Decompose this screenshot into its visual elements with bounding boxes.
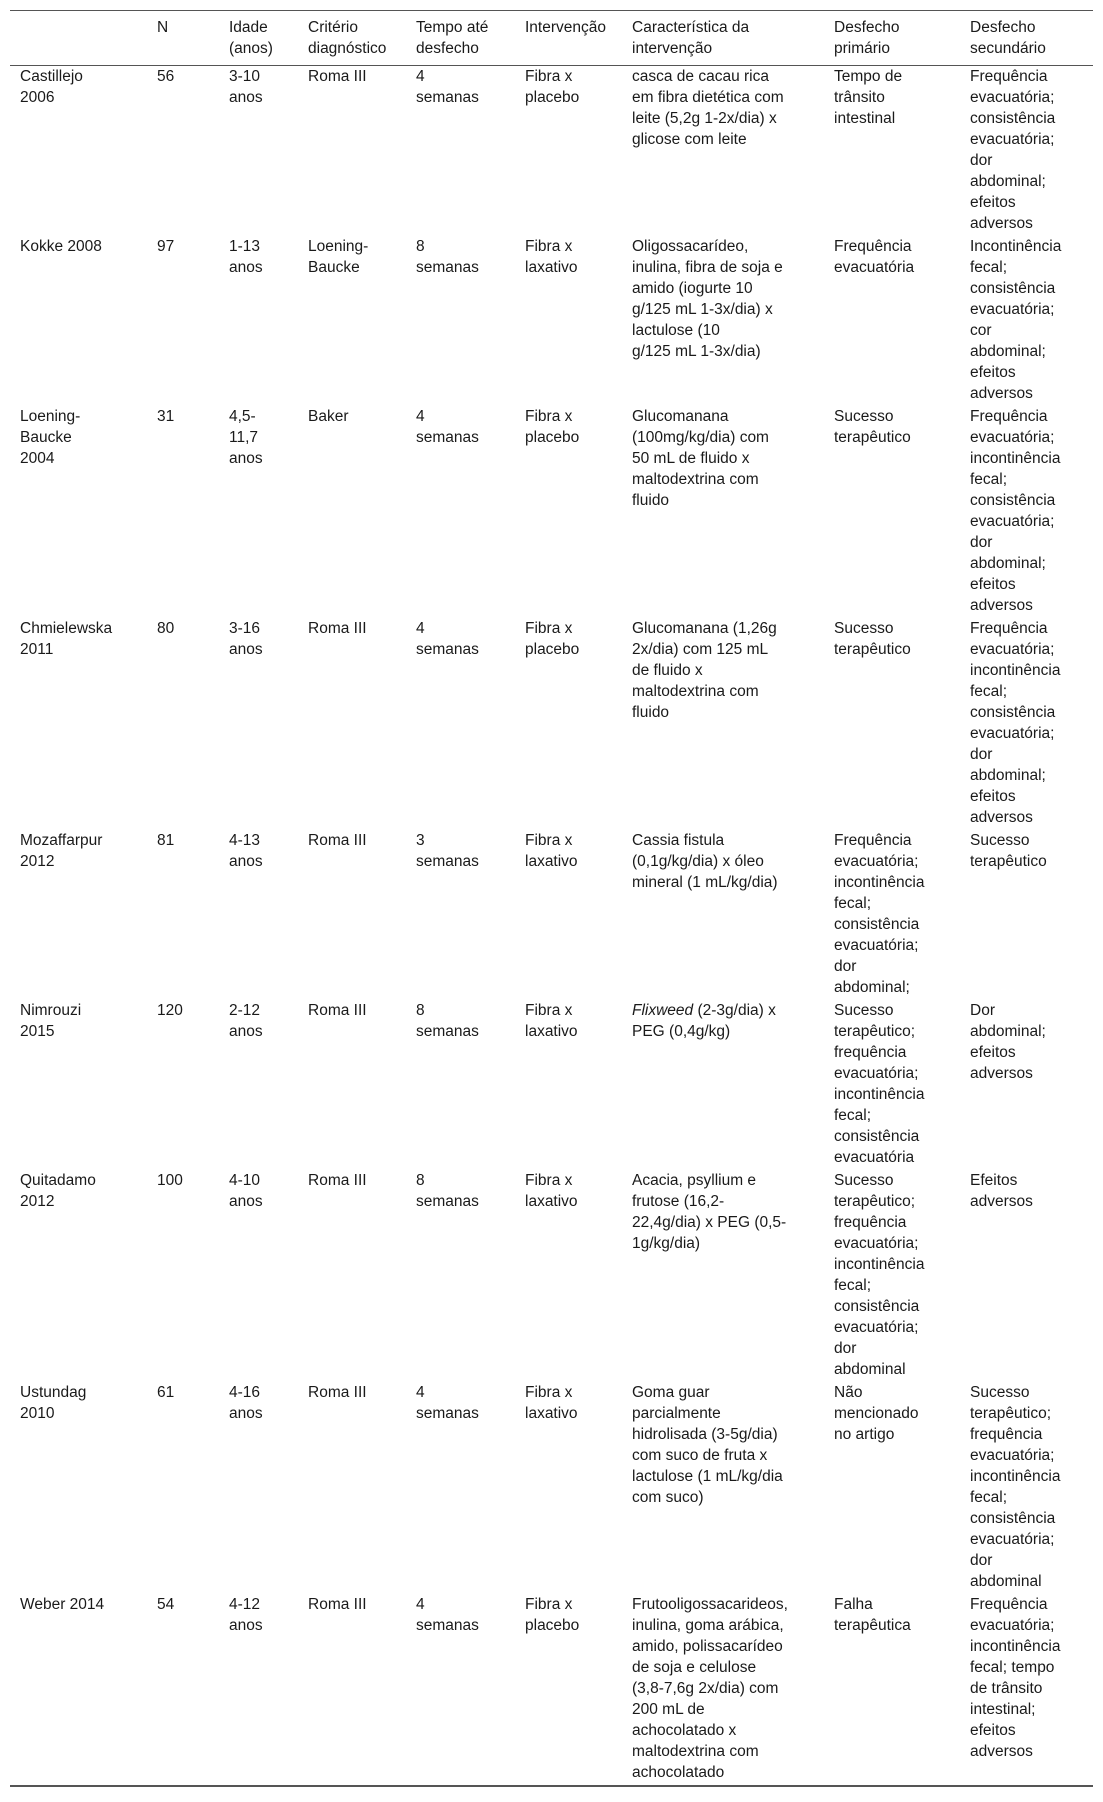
cell-secondary-text: Efeitos adversos	[970, 1171, 1033, 1210]
cell-criteria	[298, 1594, 406, 1786]
cell-detail	[622, 1170, 824, 1382]
cell-age-text: 4-13 anos	[229, 831, 263, 870]
cell-detail	[622, 406, 824, 618]
cell-secondary-text: Sucesso terapêutico; frequência evacuatória; incontinência fecal; consistência evacuatória; dor abdominal	[970, 1383, 1061, 1590]
cell-study-text: Loening- Baucke 2004	[20, 407, 81, 467]
cell-primary-text: Sucesso terapêutico	[834, 407, 911, 446]
cell-detail-text	[632, 66, 814, 150]
cell-detail-text	[632, 618, 814, 723]
cell-n	[147, 1382, 219, 1594]
cell-n-text: 97	[157, 237, 175, 255]
cell-criteria-text: Roma III	[308, 1383, 367, 1401]
cell-criteria	[298, 618, 406, 830]
header-study	[10, 11, 147, 66]
cell-study	[10, 618, 147, 830]
cell-n	[147, 236, 219, 406]
cell-criteria	[298, 66, 406, 236]
cell-time	[406, 1170, 515, 1382]
cell-intervention	[515, 830, 622, 1000]
cell-primary	[824, 66, 960, 236]
cell-intervention	[515, 1382, 622, 1594]
cell-age	[219, 66, 298, 236]
cell-n-text: 120	[157, 1001, 183, 1019]
cell-secondary	[960, 66, 1093, 236]
cell-criteria	[298, 1170, 406, 1382]
cell-time-text: 4 semanas	[416, 1383, 479, 1422]
cell-criteria	[298, 1382, 406, 1594]
cell-detail-text	[632, 830, 814, 893]
cell-secondary	[960, 830, 1093, 1000]
cell-detail-body: Glucomanana (100mg/kg/dia) com 50 mL de fluido x maltodextrina com fluido	[632, 407, 769, 509]
cell-secondary	[960, 1594, 1093, 1786]
cell-criteria	[298, 236, 406, 406]
cell-primary-text: Frequência evacuatória	[834, 237, 915, 276]
table-row	[10, 1382, 1093, 1594]
cell-age	[219, 830, 298, 1000]
cell-study-text: Chmielewska 2011	[20, 619, 113, 658]
cell-age-text: 1-13 anos	[229, 237, 263, 276]
cell-intervention	[515, 618, 622, 830]
cell-primary	[824, 1000, 960, 1170]
cell-n-text: 61	[157, 1383, 175, 1401]
cell-intervention-text: Fibra x placebo	[525, 68, 580, 106]
cell-intervention-text: Fibra x laxativo	[525, 1001, 578, 1040]
header-intervention: Intervenção	[525, 19, 606, 36]
cell-n	[147, 406, 219, 618]
cell-age	[219, 406, 298, 618]
cell-intervention-text: Fibra x laxativo	[525, 1171, 578, 1210]
cell-study-text: Nimrouzi 2015	[20, 1001, 82, 1040]
cell-primary-text: Frequência evacuatória; incontinência fecal; consistência evacuatória; dor abdominal;	[834, 831, 925, 996]
table-row	[10, 406, 1093, 618]
cell-detail-italic-prefix: Flixweed	[632, 1001, 694, 1019]
cell-n-text: 56	[157, 68, 175, 85]
cell-detail-body: Acacia, psyllium e frutose (16,2- 22,4g/dia) x PEG (0,5- 1g/kg/dia)	[632, 1171, 787, 1252]
cell-study	[10, 406, 147, 618]
header-n: N	[157, 19, 169, 36]
cell-study-text: Quitadamo 2012	[20, 1171, 96, 1210]
cell-secondary	[960, 1000, 1093, 1170]
cell-primary	[824, 236, 960, 406]
table-row	[10, 830, 1093, 1000]
cell-detail-body: (2-3g/dia) x PEG (0,4g/kg)	[632, 1001, 776, 1040]
cell-time-text: 3 semanas	[416, 831, 479, 870]
cell-detail-body: Frutooligossacarideos, inulina, goma arábica, amido, polissacarídeo de soja e celulose (3,8-7,6g 2x/dia) com 200 mL de achocolatado x maltodextrina com achocolatado	[632, 1595, 788, 1781]
cell-age	[219, 1000, 298, 1170]
cell-secondary-text: Dor abdominal; efeitos adversos	[970, 1001, 1046, 1082]
cell-study	[10, 1382, 147, 1594]
cell-intervention	[515, 236, 622, 406]
cell-secondary-text: Frequência evacuatória; consistência evacuatória; dor abdominal; efeitos adversos	[970, 68, 1056, 232]
cell-time	[406, 406, 515, 618]
cell-age-text: 3-16 anos	[229, 619, 263, 658]
cell-time	[406, 1382, 515, 1594]
cell-primary	[824, 618, 960, 830]
cell-secondary	[960, 1170, 1093, 1382]
cell-criteria-text: Roma III	[308, 619, 367, 637]
cell-study	[10, 66, 147, 236]
cell-intervention	[515, 1594, 622, 1786]
cell-n-text: 54	[157, 1595, 175, 1613]
cell-time-text: 4 semanas	[416, 68, 479, 106]
cell-detail-text	[632, 1594, 814, 1783]
cell-n	[147, 1170, 219, 1382]
cell-secondary	[960, 406, 1093, 618]
cell-secondary	[960, 1382, 1093, 1594]
cell-age-text: 4-16 anos	[229, 1383, 263, 1422]
cell-detail-body: Goma guar parcialmente hidrolisada (3-5g/dia) com suco de fruta x lactulose (1 mL/kg/dia com suco)	[632, 1383, 783, 1506]
cell-age	[219, 1382, 298, 1594]
cell-detail-text	[632, 1000, 814, 1042]
cell-time	[406, 66, 515, 236]
studies-table	[10, 10, 1093, 1787]
cell-intervention-text: Fibra x placebo	[525, 407, 580, 446]
table-row	[10, 236, 1093, 406]
cell-primary-text: Sucesso terapêutico	[834, 619, 911, 658]
table-row	[10, 1594, 1093, 1786]
cell-intervention	[515, 1000, 622, 1170]
cell-n-text: 81	[157, 831, 175, 849]
cell-n-text: 80	[157, 619, 175, 637]
cell-time	[406, 1594, 515, 1786]
cell-primary-text: Sucesso terapêutico; frequência evacuatória; incontinência fecal; consistência evacuatória; dor abdominal	[834, 1171, 925, 1378]
cell-secondary	[960, 236, 1093, 406]
cell-n	[147, 66, 219, 236]
cell-intervention-text: Fibra x placebo	[525, 619, 580, 658]
cell-age	[219, 618, 298, 830]
studies-table-container	[10, 10, 1093, 1787]
cell-intervention	[515, 66, 622, 236]
cell-n	[147, 1000, 219, 1170]
cell-intervention-text: Fibra x laxativo	[525, 831, 578, 870]
cell-time	[406, 830, 515, 1000]
cell-detail-body: Oligossacarídeo, inulina, fibra de soja e amido (iogurte 10 g/125 mL 1-3x/dia) x lactulose (10 g/125 mL 1-3x/dia)	[632, 237, 783, 360]
cell-detail	[622, 66, 824, 236]
cell-study-text: Castillejo 2006	[20, 68, 83, 106]
cell-secondary	[960, 618, 1093, 830]
cell-study	[10, 830, 147, 1000]
cell-criteria	[298, 406, 406, 618]
cell-secondary-text: Frequência evacuatória; incontinência fecal; consistência evacuatória; dor abdominal; efeitos adversos	[970, 619, 1061, 826]
cell-criteria-text: Baker	[308, 407, 349, 425]
header-secondary: Desfecho secundário	[970, 19, 1046, 57]
cell-detail	[622, 236, 824, 406]
cell-intervention-text: Fibra x laxativo	[525, 237, 578, 276]
cell-time-text: 8 semanas	[416, 1171, 479, 1210]
header-criteria: Critério diagnóstico	[308, 19, 387, 57]
cell-detail	[622, 1000, 824, 1170]
cell-intervention	[515, 1170, 622, 1382]
cell-secondary-text: Incontinência fecal; consistência evacuatória; cor abdominal; efeitos adversos	[970, 237, 1062, 402]
cell-time-text: 8 semanas	[416, 237, 479, 276]
table-row	[10, 1170, 1093, 1382]
cell-primary-text: Tempo de trânsito intestinal	[834, 68, 903, 127]
cell-age	[219, 1170, 298, 1382]
cell-primary	[824, 1594, 960, 1786]
cell-age-text: 4-12 anos	[229, 1595, 263, 1634]
cell-detail-text	[632, 1170, 814, 1254]
cell-criteria-text: Roma III	[308, 68, 367, 85]
cell-age-text: 3-10 anos	[229, 68, 263, 106]
cell-criteria	[298, 830, 406, 1000]
cell-primary	[824, 1382, 960, 1594]
cell-primary-text: Falha terapêutica	[834, 1595, 911, 1634]
cell-detail-text	[632, 236, 814, 362]
cell-primary-text: Não mencionado no artigo	[834, 1383, 919, 1443]
cell-detail-text	[632, 406, 814, 511]
cell-n	[147, 1594, 219, 1786]
cell-criteria	[298, 1000, 406, 1170]
cell-primary-text: Sucesso terapêutico; frequência evacuatória; incontinência fecal; consistência evacuatória	[834, 1001, 925, 1166]
cell-detail	[622, 618, 824, 830]
cell-primary	[824, 406, 960, 618]
table-row	[10, 618, 1093, 830]
cell-study	[10, 1594, 147, 1786]
cell-age-text: 4,5- 11,7 anos	[229, 407, 263, 467]
cell-age-text: 4-10 anos	[229, 1171, 263, 1210]
cell-study	[10, 236, 147, 406]
cell-intervention	[515, 406, 622, 618]
table-row	[10, 66, 1093, 236]
cell-secondary-text: Sucesso terapêutico	[970, 831, 1047, 870]
table-header-row	[10, 11, 1093, 66]
header-age: Idade (anos)	[229, 19, 273, 57]
cell-age	[219, 236, 298, 406]
cell-study-text: Kokke 2008	[20, 237, 102, 255]
cell-age	[219, 1594, 298, 1786]
cell-detail-body: Glucomanana (1,26g 2x/dia) com 125 mL de fluido x maltodextrina com fluido	[632, 619, 777, 721]
cell-intervention-text: Fibra x placebo	[525, 1595, 580, 1634]
cell-criteria-text: Roma III	[308, 1595, 367, 1613]
cell-primary	[824, 830, 960, 1000]
cell-n-text: 31	[157, 407, 175, 425]
cell-n	[147, 830, 219, 1000]
cell-time	[406, 1000, 515, 1170]
cell-criteria-text: Roma III	[308, 1001, 367, 1019]
cell-criteria-text: Roma III	[308, 831, 367, 849]
cell-study-text: Weber 2014	[20, 1595, 105, 1613]
cell-detail-text	[632, 1382, 814, 1508]
cell-time-text: 4 semanas	[416, 619, 479, 658]
cell-detail	[622, 1594, 824, 1786]
cell-criteria-text: Loening- Baucke	[308, 237, 369, 276]
cell-n	[147, 618, 219, 830]
cell-time-text: 4 semanas	[416, 1595, 479, 1634]
cell-study	[10, 1170, 147, 1382]
cell-time	[406, 618, 515, 830]
cell-time	[406, 236, 515, 406]
cell-study-text: Ustundag 2010	[20, 1383, 87, 1422]
header-primary: Desfecho primário	[834, 19, 900, 57]
cell-detail-body: casca de cacau rica em fibra dietética com leite (5,2g 1-2x/dia) x glicose com leite	[632, 68, 784, 148]
cell-intervention-text: Fibra x laxativo	[525, 1383, 578, 1422]
cell-criteria-text: Roma III	[308, 1171, 367, 1189]
cell-secondary-text: Frequência evacuatória; incontinência fecal; tempo de trânsito intestinal; efeitos adversos	[970, 1595, 1061, 1760]
header-time: Tempo até desfecho	[416, 19, 489, 57]
cell-detail	[622, 1382, 824, 1594]
cell-age-text: 2-12 anos	[229, 1001, 263, 1040]
cell-time-text: 8 semanas	[416, 1001, 479, 1040]
cell-detail-body: Cassia fistula (0,1g/kg/dia) x óleo mineral (1 mL/kg/dia)	[632, 831, 778, 891]
cell-secondary-text: Frequência evacuatória; incontinência fecal; consistência evacuatória; dor abdominal; efeitos adversos	[970, 407, 1061, 614]
cell-primary	[824, 1170, 960, 1382]
table-row	[10, 1000, 1093, 1170]
cell-detail	[622, 830, 824, 1000]
cell-time-text: 4 semanas	[416, 407, 479, 446]
header-detail: Característica da intervenção	[632, 19, 750, 57]
cell-n-text: 100	[157, 1171, 183, 1189]
cell-study	[10, 1000, 147, 1170]
cell-study-text: Mozaffarpur 2012	[20, 831, 103, 870]
